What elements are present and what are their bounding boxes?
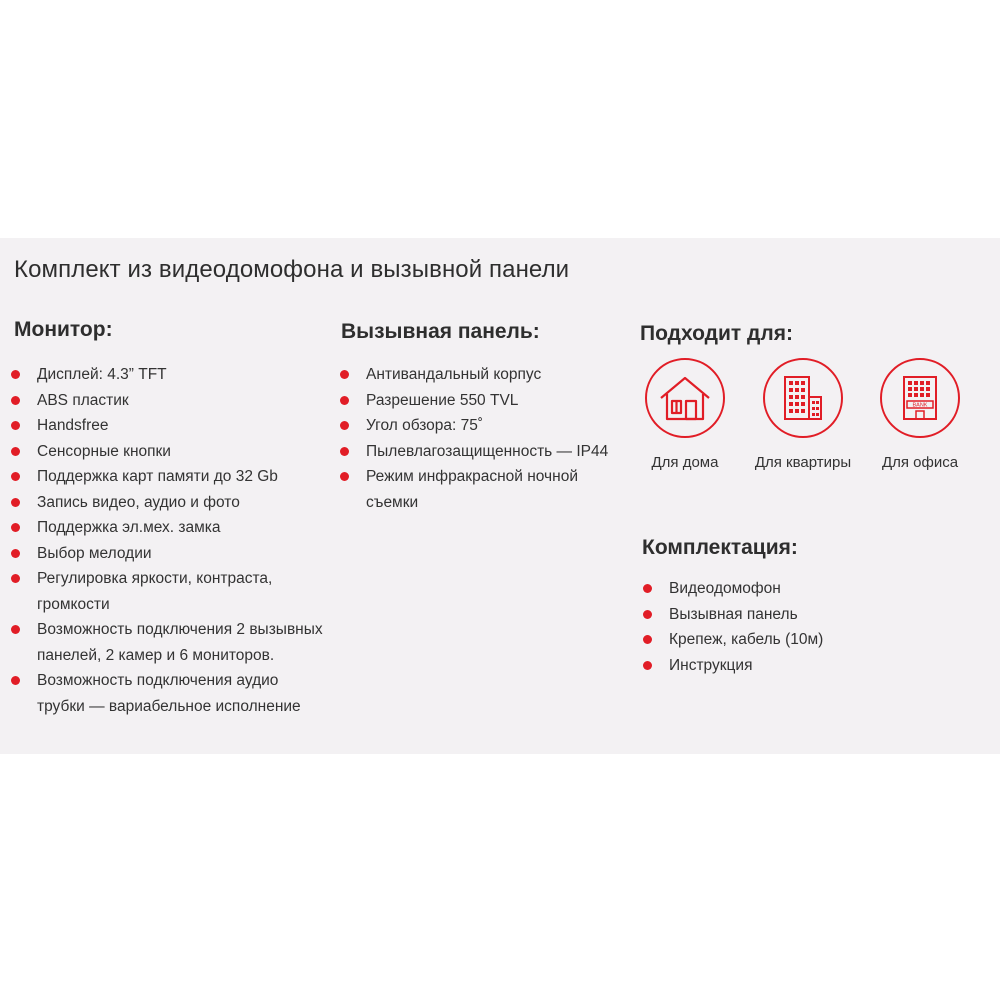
bullet-icon [11,396,20,405]
kit-list [643,576,823,678]
list-item: Поддержка эл.мех. замка [11,515,323,541]
bullet-icon [643,661,652,670]
list-item-continuation: съемки [366,493,419,511]
bullet-icon [11,421,20,430]
list-item: Дисплей: 4.3” TFT [11,362,323,388]
bullet-icon [340,421,349,430]
bullet-icon [11,447,20,456]
house-icon [645,358,725,438]
suitable-section-title: Подходит для: [640,322,793,345]
call-panel-section-title: Вызывная панель: [341,320,540,343]
bullet-icon [340,447,349,456]
list-item: Антивандальный корпус [340,362,608,388]
bullet-icon [11,370,20,379]
list-item: Handsfree [11,413,323,439]
suitable-label-home: Для дома [651,454,719,471]
bullet-icon [340,396,349,405]
list-item: Пылевлагозащищенность — IP44 [340,439,608,465]
list-item: Вызывная панель [643,602,823,628]
list-item: Запись видео, аудио и фото [11,490,323,516]
bullet-icon [340,472,349,481]
suitable-label-apartment: Для квартиры [754,454,852,471]
list-item: ABS пластик [11,388,323,414]
list-item: Регулировка яркости, контраста, [11,566,323,592]
list-item: Сенсорные кнопки [11,439,323,465]
bullet-icon [643,584,652,593]
bullet-icon [340,370,349,379]
list-item: Инструкция [643,653,823,679]
list-item: Возможность подключения 2 вызывных [11,617,323,643]
list-item: Поддержка карт памяти до 32 Gb [11,464,323,490]
bullet-icon [11,625,20,634]
bullet-icon [11,549,20,558]
list-item: Разрешение 550 TVL [340,388,608,414]
page-title: Комплект из видеодомофона и вызывной панели [14,256,570,283]
bank-office-icon [880,358,960,438]
suitable-label-office: Для офиса [881,454,959,471]
list-item-continuation: громкости [37,595,110,613]
list-item-continuation: трубки — вариабельное исполнение [37,697,301,715]
list-item: Возможность подключения аудио [11,668,323,694]
bullet-icon [11,498,20,507]
bullet-icon [643,610,652,619]
suitable-item-office [860,358,980,471]
bank-sign-text: BANK [912,402,928,409]
list-item: Режим инфракрасной ночной [340,464,608,490]
monitor-feature-list [11,362,323,719]
bullet-icon [11,472,20,481]
bullet-icon [11,523,20,532]
list-item: Крепеж, кабель (10м) [643,627,823,653]
feature-panel [0,238,1000,754]
bullet-icon [11,574,20,583]
list-item: Видеодомофон [643,576,823,602]
kit-section-title: Комплектация: [642,536,798,559]
list-item: Угол обзора: 75˚ [340,413,608,439]
list-item-continuation: панелей, 2 камер и 6 мониторов. [37,646,275,664]
monitor-section-title: Монитор: [14,318,113,341]
call-panel-feature-list [340,362,608,515]
list-item: Выбор мелодии [11,541,323,567]
bullet-icon [11,676,20,685]
apartment-building-icon [763,358,843,438]
suitable-item-home [625,358,745,471]
suitable-item-apartment [743,358,863,471]
bullet-icon [643,635,652,644]
